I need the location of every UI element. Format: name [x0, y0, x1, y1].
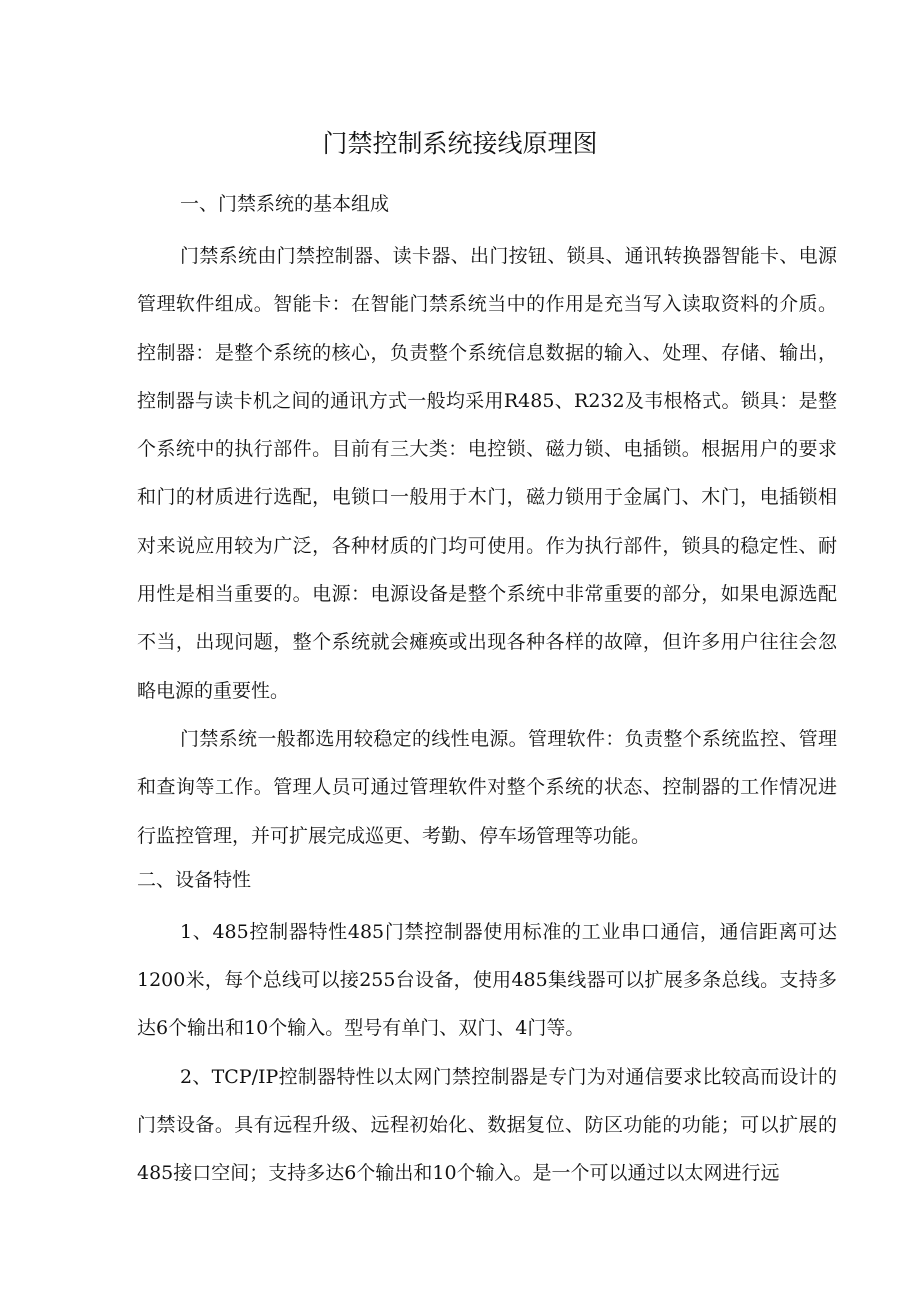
- section-1-paragraph-1: 门禁系统由门禁控制器、读卡器、出门按钮、锁具、通讯转换器智能卡、电源管理软件组成。智能卡：在智能门禁系统当中的作用是充当写入读取资料的介质。控制器：是整个系统的核心，负责整个系统信息数据的输入、处理、存储、输出，控制器与读卡机之间的通讯方式一般均采用R485、R232及韦根格式。锁具：是整个系统中的执行部件。目前有三大类：电控锁、磁力锁、电插锁。根据用户的要求和门的材质进行选配，电锁口一般用于木门，磁力锁用于金属门、木门，电插锁相对来说应用较为广泛，各种材质的门均可使用。作为执行部件，锁具的稳定性、耐用性是相当重要的。电源：电源设备是整个系统中非常重要的部分，如果电源选配不当，出现问题，整个系统就会瘫痪或出现各种各样的故障，但许多用户往往会忽略电源的重要性。: [137, 245, 837, 702]
- section-1-paragraph-2: 门禁系统一般都选用较稳定的线性电源。管理软件：负责整个系统监控、管理和查询等工作。管理人员可通过管理软件对整个系统的状态、控制器的工作情况进行监控管理，并可扩展完成巡更、考勤、停车场管理等功能。: [137, 727, 837, 847]
- section-2-paragraph-1: 1、485控制器特性485门禁控制器使用标准的工业串口通信，通信距离可达1200米，每个总线可以接255台设备，使用485集线器可以扩展多条总线。支持多达6个输出和10个输入。型号有单门、双门、4门等。: [137, 920, 837, 1040]
- section-2-paragraph-2: 2、TCP/IP控制器特性以太网门禁控制器是专门为对通信要求比较高而设计的门禁设备。具有远程升级、远程初始化、数据复位、防区功能的功能；可以扩展的485接口空间；支持多达6个输出和10个输入。是一个可以通过以太网进行远: [137, 1065, 837, 1185]
- section-2-heading: 二、设备特性: [137, 868, 252, 891]
- document-body: [137, 186, 837, 1198]
- section-1-heading: 一、门禁系统的基本组成: [180, 193, 390, 215]
- document-title: 门禁控制系统接线原理图: [322, 129, 598, 158]
